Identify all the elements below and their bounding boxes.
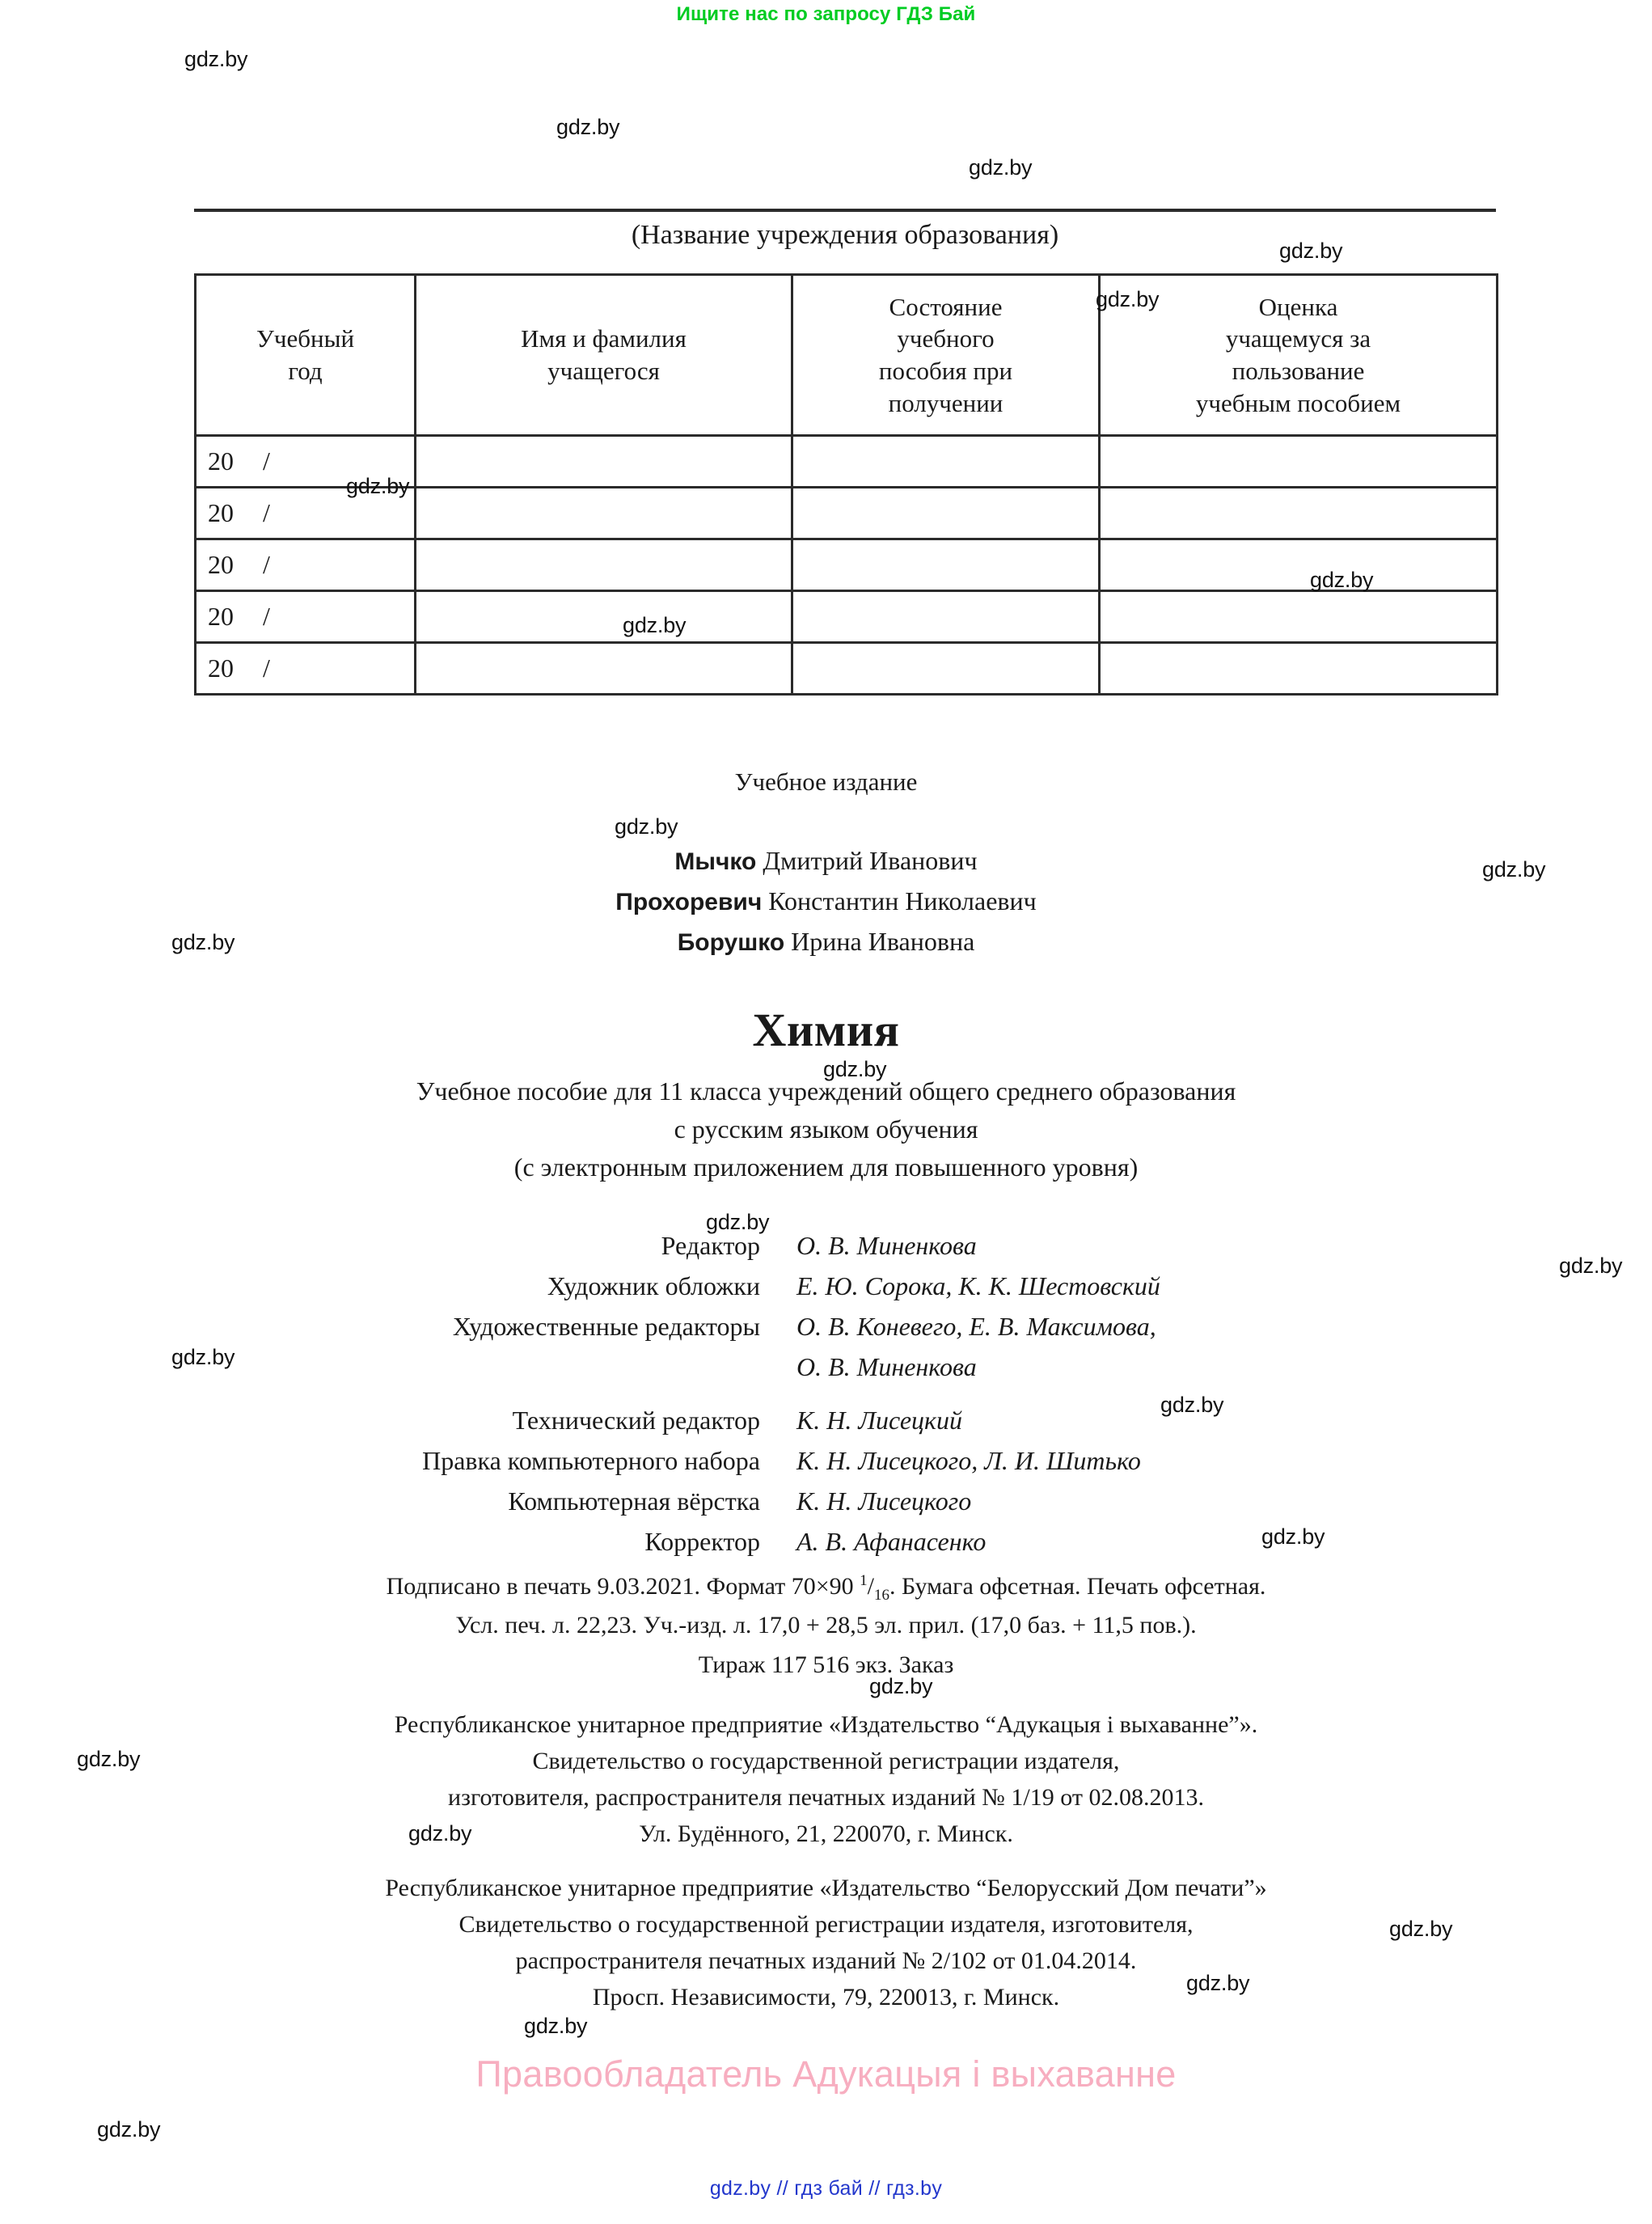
gdz-watermark: gdz.by	[556, 115, 620, 139]
gdz-watermark: gdz.by	[97, 2117, 161, 2142]
credit-label: Художник обложки	[547, 1271, 760, 1300]
promo-header-text: Ищите нас по запросу ГДЗ Бай	[676, 3, 976, 25]
publisher1-certificate-line-2: изготовителя, распространителя печатных изданий № 1/19 от 02.08.2013.	[448, 1784, 1204, 1811]
gdz-watermark: gdz.by	[969, 155, 1033, 180]
gdz-watermark: gdz.by	[869, 1674, 933, 1698]
cell-condition[interactable]	[792, 591, 1100, 643]
credit-value: Е. Ю. Сорока, К. К. Шестовский	[796, 1271, 1160, 1300]
publisher2-name: Республиканское унитарное предприятие «Издательство “Белорусский Дом печати”»	[385, 1875, 1267, 1901]
copyright-watermark: Правообладатель Адукацыя і выхаванне	[475, 2053, 1177, 2095]
table-header-grade: Оценка учащемуся за пользование учебным пособием	[1100, 275, 1498, 436]
author-surname: Мычко	[674, 848, 757, 875]
credits-block	[0, 1231, 1652, 1567]
cell-student-name[interactable]	[416, 643, 792, 695]
cell-grade[interactable]	[1100, 591, 1498, 643]
gdz-watermark: gdz.by	[524, 2014, 588, 2038]
imprint-mid: 90	[829, 1573, 860, 1600]
subtitle-line-1: Учебное пособие для 11 класса учреждений общего среднего образования	[416, 1076, 1236, 1106]
cell-grade[interactable]	[1100, 643, 1498, 695]
credit-label: Правка компьютерного набора	[422, 1446, 760, 1475]
credit-row-proofreader	[0, 1527, 1652, 1567]
author-surname: Прохоревич	[615, 889, 763, 915]
fraction-numerator: 1	[860, 1572, 868, 1589]
credit-row-editor	[0, 1231, 1652, 1271]
credit-row-computer-layout	[0, 1486, 1652, 1527]
gdz-watermark: gdz.by	[623, 613, 687, 637]
gdz-watermark: gdz.by	[1389, 1917, 1453, 1941]
table-row[interactable]	[196, 643, 1498, 695]
publisher2-address: Просп. Независимости, 79, 220013, г. Минск.	[592, 1984, 1060, 2010]
credit-label: Редактор	[661, 1231, 760, 1260]
cell-grade[interactable]	[1100, 436, 1498, 488]
author-line-1	[0, 848, 1652, 874]
edition-label: Учебное издание	[734, 767, 918, 796]
cell-student-name[interactable]	[416, 436, 792, 488]
fraction-denominator: 16	[873, 1587, 889, 1604]
cell-grade[interactable]	[1100, 488, 1498, 539]
credit-label: Компьютерная вёрстка	[508, 1486, 760, 1516]
gdz-watermark: gdz.by	[171, 1345, 235, 1369]
cell-condition[interactable]	[792, 539, 1100, 591]
table-row[interactable]	[196, 539, 1498, 591]
table-header-student-name: Имя и фамилия учащегося	[416, 275, 792, 436]
publisher1-name: Республиканское унитарное предприятие «Издательство “Адукацыя і выхаванне”».	[394, 1711, 1258, 1738]
table-header-year: Учебный год	[196, 275, 416, 436]
gdz-watermark: gdz.by	[706, 1210, 770, 1234]
author-given-name: Дмитрий Иванович	[763, 846, 978, 875]
gdz-watermark: gdz.by	[1096, 287, 1160, 311]
cell-grade[interactable]	[1100, 539, 1498, 591]
credit-value: К. Н. Лисецкий	[796, 1406, 962, 1435]
subtitle-line-3: (с электронным приложением для повышенного уровня)	[513, 1152, 1139, 1182]
credit-value: О. В. Коневего, Е. В. Максимова,	[796, 1312, 1156, 1341]
cell-year[interactable]: 20 /	[196, 436, 416, 488]
cell-student-name[interactable]	[416, 539, 792, 591]
imprint-pre: Подписано в печать 9.03.2021. Формат 70	[386, 1573, 816, 1600]
footer-links[interactable]: gdz.by // гдз бай // гдз.by	[709, 2177, 943, 2200]
gdz-watermark: gdz.by	[184, 47, 248, 71]
publisher2-certificate-line-2: распространителя печатных изданий № 2/102 от 01.04.2014.	[515, 1947, 1137, 1974]
credit-label: Художественные редакторы	[452, 1312, 760, 1341]
author-surname: Борушко	[677, 929, 785, 956]
credit-value: К. Н. Лисецкого	[796, 1486, 972, 1516]
credit-value: К. Н. Лисецкого, Л. И. Шитько	[796, 1446, 1141, 1475]
subtitle-line-2: с русским языком обучения	[674, 1114, 978, 1144]
publisher1-address: Ул. Будённого, 21, 220070, г. Минск.	[639, 1820, 1013, 1847]
author-line-2	[0, 888, 1652, 915]
credit-row-technical-editor	[0, 1406, 1652, 1446]
cell-condition[interactable]	[792, 436, 1100, 488]
credit-row-cover-artist	[0, 1271, 1652, 1312]
credit-label: Технический редактор	[512, 1406, 760, 1435]
gdz-watermark: gdz.by	[1160, 1393, 1224, 1417]
institution-caption: (Название учреждения образования)	[631, 220, 1059, 250]
gdz-watermark: gdz.by	[77, 1747, 141, 1771]
cell-condition[interactable]	[792, 488, 1100, 539]
gdz-watermark: gdz.by	[1482, 857, 1546, 882]
cell-condition[interactable]	[792, 643, 1100, 695]
author-line-3	[0, 928, 1652, 955]
gdz-watermark: gdz.by	[1559, 1254, 1623, 1278]
cell-student-name[interactable]	[416, 488, 792, 539]
credit-value: О. В. Миненкова	[796, 1352, 977, 1381]
gdz-watermark: gdz.by	[1186, 1971, 1250, 1995]
institution-signature-rule	[194, 209, 1496, 212]
imprint-print-details: Подписано в печать 9.03.2021. Формат 70×90 $^1/_{16}$. Бумага офсетная. Печать офсетная.	[386, 1572, 1266, 1604]
multiplication-sign: ×	[815, 1573, 830, 1600]
credit-row-art-editors	[0, 1312, 1652, 1352]
credit-label: Корректор	[644, 1527, 760, 1556]
publisher2-certificate-line-1: Свидетельство о государственной регистрации издателя, изготовителя,	[458, 1911, 1194, 1938]
cell-year[interactable]: 20 /	[196, 488, 416, 539]
gdz-watermark: gdz.by	[408, 1821, 472, 1846]
gdz-watermark: gdz.by	[1261, 1524, 1325, 1549]
gdz-watermark: gdz.by	[823, 1057, 887, 1081]
cell-year[interactable]: 20 /	[196, 539, 416, 591]
publisher1-certificate-line-1: Свидетельство о государственной регистрации издателя,	[532, 1748, 1120, 1774]
gdz-watermark: gdz.by	[171, 930, 235, 954]
gdz-watermark: gdz.by	[346, 474, 410, 498]
credit-value: А. В. Афанасенко	[796, 1527, 987, 1556]
cell-year[interactable]: 20 /	[196, 643, 416, 695]
gdz-watermark: gdz.by	[615, 814, 678, 839]
credit-value: О. В. Миненкова	[796, 1231, 977, 1260]
credit-row-typesetting-correction	[0, 1446, 1652, 1486]
table-header-row	[196, 275, 1498, 436]
gdz-watermark: gdz.by	[1310, 568, 1374, 592]
credit-row-art-editors-cont	[0, 1352, 1652, 1393]
cell-student-name[interactable]	[416, 591, 792, 643]
imprint-post: . Бумага офсетная. Печать офсетная.	[889, 1573, 1266, 1600]
cell-year[interactable]: 20 /	[196, 591, 416, 643]
gdz-watermark: gdz.by	[1279, 239, 1343, 263]
table-row[interactable]	[196, 591, 1498, 643]
author-given-name: Ирина Ивановна	[791, 927, 975, 956]
imprint-sheets-line: Усл. печ. л. 22,23. Уч.-изд. л. 17,0 + 28,5 эл. прил. (17,0 баз. + 11,5 пов.).	[455, 1612, 1197, 1638]
author-given-name: Константин Николаевич	[768, 886, 1037, 915]
table-header-condition: Состояние учебного пособия при получении	[792, 275, 1100, 436]
imprint-circulation-line: Тираж 117 516 экз. Заказ	[698, 1651, 954, 1678]
book-title: Химия	[752, 1004, 900, 1056]
